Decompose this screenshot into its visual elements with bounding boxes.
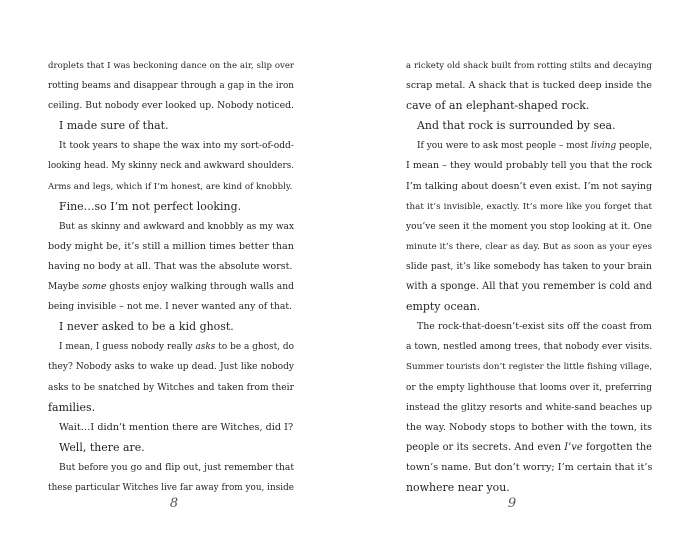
text-segment: to be a ghost, do (215, 342, 294, 353)
text-line (48, 76, 294, 96)
text-line (48, 257, 294, 277)
text-line (48, 156, 294, 176)
text-line (406, 297, 652, 317)
text-segment: a rickety old shack built from rotting stilts and decaying (406, 61, 652, 71)
text-line (406, 418, 652, 438)
text-segment: that it’s invisible, exactly. It’s more like you forget that (406, 201, 652, 212)
text-segment: Fine…so I’m not perfect looking. (59, 199, 242, 213)
text-line (406, 96, 652, 116)
text-segment: Arms and legs, which if I’m honest, are kind of knobbly. (48, 181, 293, 192)
text-segment: having no body at all. That was the absolute worst. (48, 260, 293, 272)
text-segment: looking head. My skinny neck and awkward shoulders. (48, 161, 295, 172)
text-segment: town’s name. But don’t worry; I’m certain that it’s (406, 461, 653, 473)
text-line (48, 438, 294, 458)
text-line (406, 237, 652, 257)
text-line (48, 237, 294, 257)
text-line (406, 438, 652, 458)
right-page (350, 0, 700, 533)
text-segment: droplets that I was beckoning dance on the air, slip over (48, 61, 294, 71)
text-segment: these particular Witches live far away from you, inside (48, 482, 294, 493)
text-segment: Well, there are. (59, 440, 145, 454)
text-line (406, 116, 652, 136)
text-segment: I never asked to be a kid ghost. (59, 320, 234, 334)
text-segment: I’m talking about doesn’t even exist. I’m not saying (406, 180, 652, 192)
text-segment: The rock-that-doesn’t-exist sits off the coast from (417, 321, 652, 333)
emphasis-text: asks (195, 342, 216, 353)
text-segment: slide past, it’s like somebody has taken to your brain (406, 261, 652, 272)
text-line (48, 136, 294, 156)
text-segment: ghosts enjoy walking through walls and (106, 282, 294, 293)
text-line (406, 478, 652, 498)
text-line (48, 398, 294, 418)
text-line (48, 418, 294, 438)
text-line (406, 197, 652, 217)
text-segment: I mean – they would probably tell you that the rock (406, 160, 652, 172)
text-line (48, 357, 294, 377)
text-line (48, 337, 294, 357)
text-line (406, 177, 652, 197)
text-line (406, 357, 652, 377)
text-line (406, 76, 652, 96)
text-segment: the way. Nobody stops to bother with the town, its (406, 421, 652, 433)
text-line (406, 378, 652, 398)
text-segment: scrap metal. A shack that is tucked deep inside the (406, 80, 652, 92)
text-segment: It took years to shape the wax into my sort-of-odd- (59, 141, 294, 152)
text-segment: or the empty lighthouse that looms over it, preferring (406, 382, 652, 393)
text-line (48, 378, 294, 398)
text-segment: And that rock is surrounded by sea. (417, 119, 616, 133)
text-segment: with a sponge. All that you remember is cold and (406, 281, 652, 293)
text-line (406, 458, 652, 478)
text-segment: Wait…I didn’t mention there are Witches, did I? (59, 421, 294, 433)
text-segment: cave of an elephant-shaped rock. (406, 99, 590, 113)
text-line (406, 337, 652, 357)
text-segment: families. (48, 400, 96, 414)
text-line (48, 197, 294, 217)
text-line (48, 458, 294, 478)
text-segment: they? Nobody asks to wake up dead. Just like nobody (48, 362, 294, 373)
text-segment: you’ve seen it the moment you stop looking at it. One (406, 221, 652, 232)
text-line (48, 217, 294, 237)
text-line (406, 56, 652, 76)
text-line (48, 277, 294, 297)
text-line (406, 277, 652, 297)
emphasis-text: some (82, 282, 107, 293)
text-segment: rotting beams and disappear through a gap in the iron (48, 81, 294, 92)
text-segment: I made sure of that. (59, 119, 169, 133)
text-segment: asks to be snatched by Witches and taken from their (48, 382, 294, 393)
left-page-text (48, 56, 294, 498)
right-page-text (406, 56, 652, 498)
text-segment: empty ocean. (406, 300, 481, 314)
text-line (406, 317, 652, 337)
text-segment: I mean, I guess nobody really (59, 342, 196, 353)
text-segment: Summer tourists don’t register the little fishing village, (406, 362, 653, 373)
text-segment: minute it’s there, clear as day. But as soon as your eyes (406, 241, 652, 252)
text-segment: If you were to ask most people – most (417, 141, 592, 152)
emphasis-text: living (591, 141, 617, 152)
text-segment: Maybe (48, 282, 83, 293)
emphasis-text: I’ve (564, 441, 583, 453)
text-segment: ceiling. But nobody ever looked up. Nobody noticed. (48, 100, 294, 112)
text-line (48, 116, 294, 136)
text-line (406, 217, 652, 237)
text-line (48, 317, 294, 337)
text-line (48, 177, 294, 197)
text-segment: people or its secrets. And even (406, 441, 565, 453)
text-segment: forgotten the (582, 441, 652, 453)
text-segment: people, (616, 141, 653, 152)
text-line (48, 56, 294, 76)
text-segment: But before you go and flip out, just remember that (59, 462, 294, 473)
text-line (406, 156, 652, 176)
text-line (48, 297, 294, 317)
left-page-number: 8 (169, 496, 179, 511)
text-segment: But as skinny and awkward and knobbly as my wax (59, 221, 294, 232)
text-segment: nowhere near you. (406, 480, 510, 494)
right-page-number: 9 (507, 496, 517, 511)
text-line (406, 257, 652, 277)
text-segment: a town, nestled among trees, that nobody ever visits. (406, 342, 653, 353)
text-line (406, 136, 652, 156)
text-segment: instead the glitzy resorts and white-sand beaches up (406, 402, 652, 413)
text-line (48, 96, 294, 116)
text-segment: body might be, it’s still a million times better than (48, 240, 294, 252)
text-segment: being invisible – not me. I never wanted any of that. (48, 301, 293, 313)
text-line (406, 398, 652, 418)
